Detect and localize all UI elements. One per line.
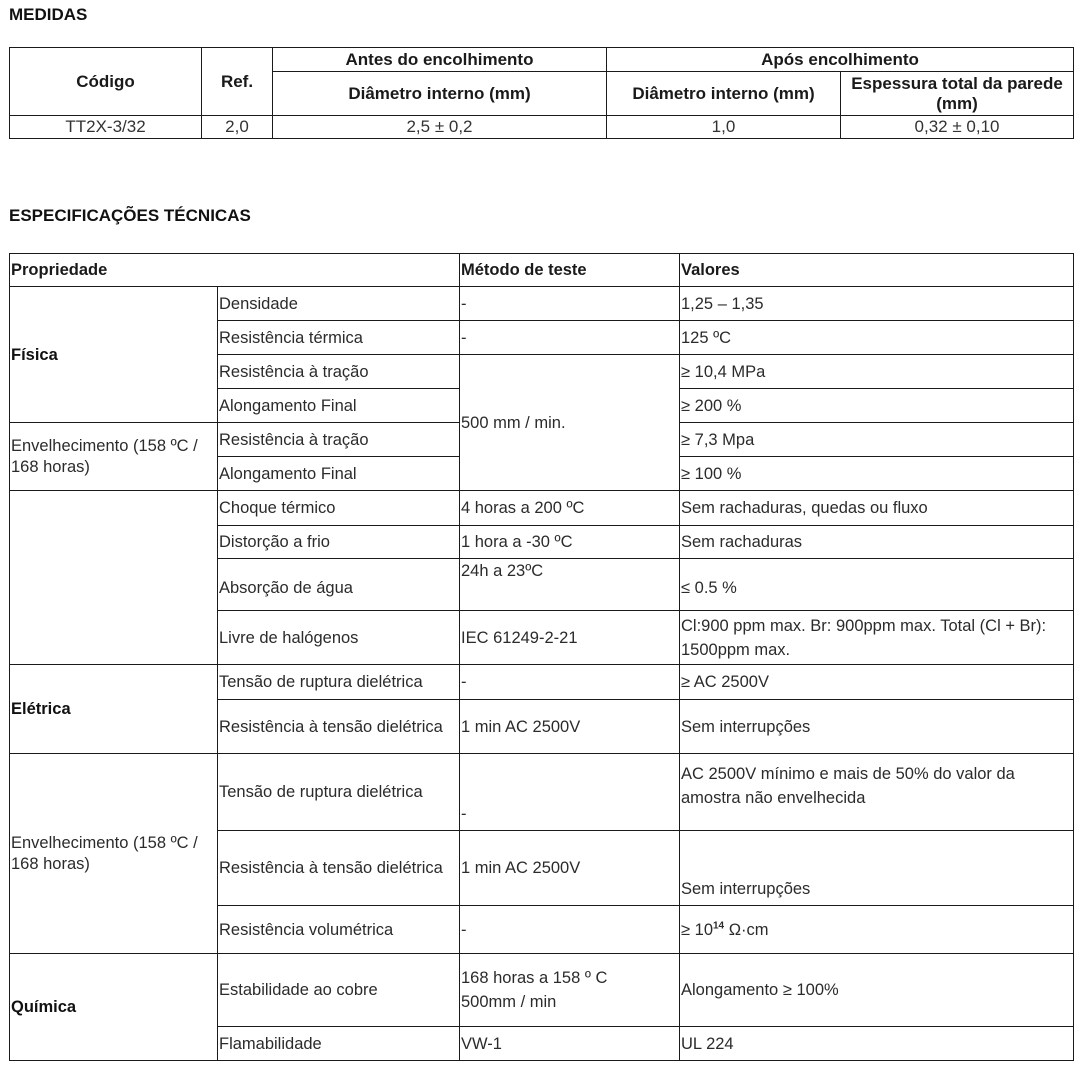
header-ref: Ref. — [202, 48, 273, 116]
cell-propriedade: Livre de halógenos — [218, 611, 460, 665]
cell-metodo: 24h a 23ºC — [460, 559, 680, 611]
cell-espessura: 0,32 ± 0,10 — [841, 116, 1074, 139]
header-valores: Valores — [680, 254, 1074, 287]
cell-propriedade: Flamabilidade — [218, 1027, 460, 1061]
valor-prefix: ≥ 10 — [681, 920, 713, 939]
valor-suffix: Ω·cm — [724, 920, 769, 939]
cell-propriedade: Estabilidade ao cobre — [218, 954, 460, 1027]
header-apos: Após encolhimento — [607, 48, 1074, 72]
table-row — [10, 954, 1074, 1027]
valor-exponent: 14 — [713, 920, 725, 931]
header-propriedade: Propriedade — [10, 254, 460, 287]
category-envelhecimento: Envelhecimento (158 ºC / 168 horas) — [10, 754, 218, 954]
especificacoes-title: ESPECIFICAÇÕES TÉCNICAS — [9, 206, 251, 225]
header-diametro-apos: Diâmetro interno (mm) — [607, 72, 841, 116]
header-diametro-antes: Diâmetro interno (mm) — [273, 72, 607, 116]
category-envelhecimento: Envelhecimento (158 ºC / 168 horas) — [10, 423, 218, 491]
cell-propriedade: Alongamento Final — [218, 457, 460, 491]
cell-propriedade: Absorção de água — [218, 559, 460, 611]
cell-valor: Sem rachaduras, quedas ou fluxo — [680, 491, 1074, 526]
especificacoes-table — [9, 253, 1074, 1061]
cell-valor: UL 224 — [680, 1027, 1074, 1061]
cell-metodo — [460, 954, 680, 1027]
cell-valor: Sem rachaduras — [680, 526, 1074, 559]
cell-metodo: - — [460, 287, 680, 321]
header-metodo: Método de teste — [460, 254, 680, 287]
cell-metodo: - — [460, 665, 680, 700]
cell-valor: ≥ 7,3 Mpa — [680, 423, 1074, 457]
cell-metodo: 1 min AC 2500V — [460, 831, 680, 906]
cell-diametro-antes: 2,5 ± 0,2 — [273, 116, 607, 139]
cell-propriedade: Resistência volumétrica — [218, 906, 460, 954]
header-antes: Antes do encolhimento — [273, 48, 607, 72]
table-row — [10, 754, 1074, 831]
medidas-title: MEDIDAS — [9, 5, 88, 24]
cell-propriedade: Resistência térmica — [218, 321, 460, 355]
cell-valor: ≥ 200 % — [680, 389, 1074, 423]
cell-valor: Sem interrupções — [680, 831, 1074, 906]
cell-metodo: - — [460, 906, 680, 954]
cell-valor: ≤ 0.5 % — [680, 559, 1074, 611]
cell-diametro-apos: 1,0 — [607, 116, 841, 139]
cell-metodo: 1 min AC 2500V — [460, 700, 680, 754]
cell-metodo: IEC 61249-2-21 — [460, 611, 680, 665]
category-fisica: Física — [10, 287, 218, 423]
medidas-table — [9, 47, 1074, 139]
cell-valor: Alongamento ≥ 100% — [680, 954, 1074, 1027]
cell-metodo: - — [460, 754, 680, 831]
cell-propriedade: Tensão de ruptura dielétrica — [218, 665, 460, 700]
category-empty — [10, 491, 218, 665]
cell-valor: 1,25 – 1,35 — [680, 287, 1074, 321]
metodo-line: 168 horas a 158 º C — [461, 969, 608, 987]
cell-valor: ≥ 100 % — [680, 457, 1074, 491]
cell-propriedade: Densidade — [218, 287, 460, 321]
cell-propriedade: Resistência à tensão dielétrica — [218, 831, 460, 906]
cell-valor: Cl:900 ppm max. Br: 900ppm max. Total (Cl + Br): 1500ppm max. — [680, 611, 1074, 665]
category-quimica: Química — [10, 954, 218, 1061]
cell-metodo: 4 horas a 200 ºC — [460, 491, 680, 526]
cell-metodo: - — [460, 321, 680, 355]
cell-valor: 125 ºC — [680, 321, 1074, 355]
table-row — [10, 287, 1074, 321]
cell-valor: Sem interrupções — [680, 700, 1074, 754]
cell-propriedade: Resistência à tração — [218, 423, 460, 457]
category-eletrica: Elétrica — [10, 665, 218, 754]
cell-metodo: VW-1 — [460, 1027, 680, 1061]
cell-metodo: 500 mm / min. — [460, 355, 680, 491]
header-codigo: Código — [10, 48, 202, 116]
cell-propriedade: Resistência à tração — [218, 355, 460, 389]
cell-propriedade: Alongamento Final — [218, 389, 460, 423]
cell-valor: ≥ AC 2500V — [680, 665, 1074, 700]
cell-metodo: 1 hora a -30 ºC — [460, 526, 680, 559]
cell-valor: ≥ 10,4 MPa — [680, 355, 1074, 389]
cell-propriedade: Tensão de ruptura dielétrica — [218, 754, 460, 831]
cell-ref: 2,0 — [202, 116, 273, 139]
cell-codigo: TT2X-3/32 — [10, 116, 202, 139]
metodo-line: 500mm / min — [461, 993, 557, 1011]
cell-valor — [680, 906, 1074, 954]
table-row — [10, 116, 1074, 139]
table-row — [10, 665, 1074, 700]
cell-valor: AC 2500V mínimo e mais de 50% do valor da amostra não envelhecida — [680, 754, 1074, 831]
cell-propriedade: Resistência à tensão dielétrica — [218, 700, 460, 754]
cell-propriedade: Choque térmico — [218, 491, 460, 526]
cell-propriedade: Distorção a frio — [218, 526, 460, 559]
header-espessura: Espessura total da parede (mm) — [841, 72, 1074, 116]
table-row — [10, 491, 1074, 526]
